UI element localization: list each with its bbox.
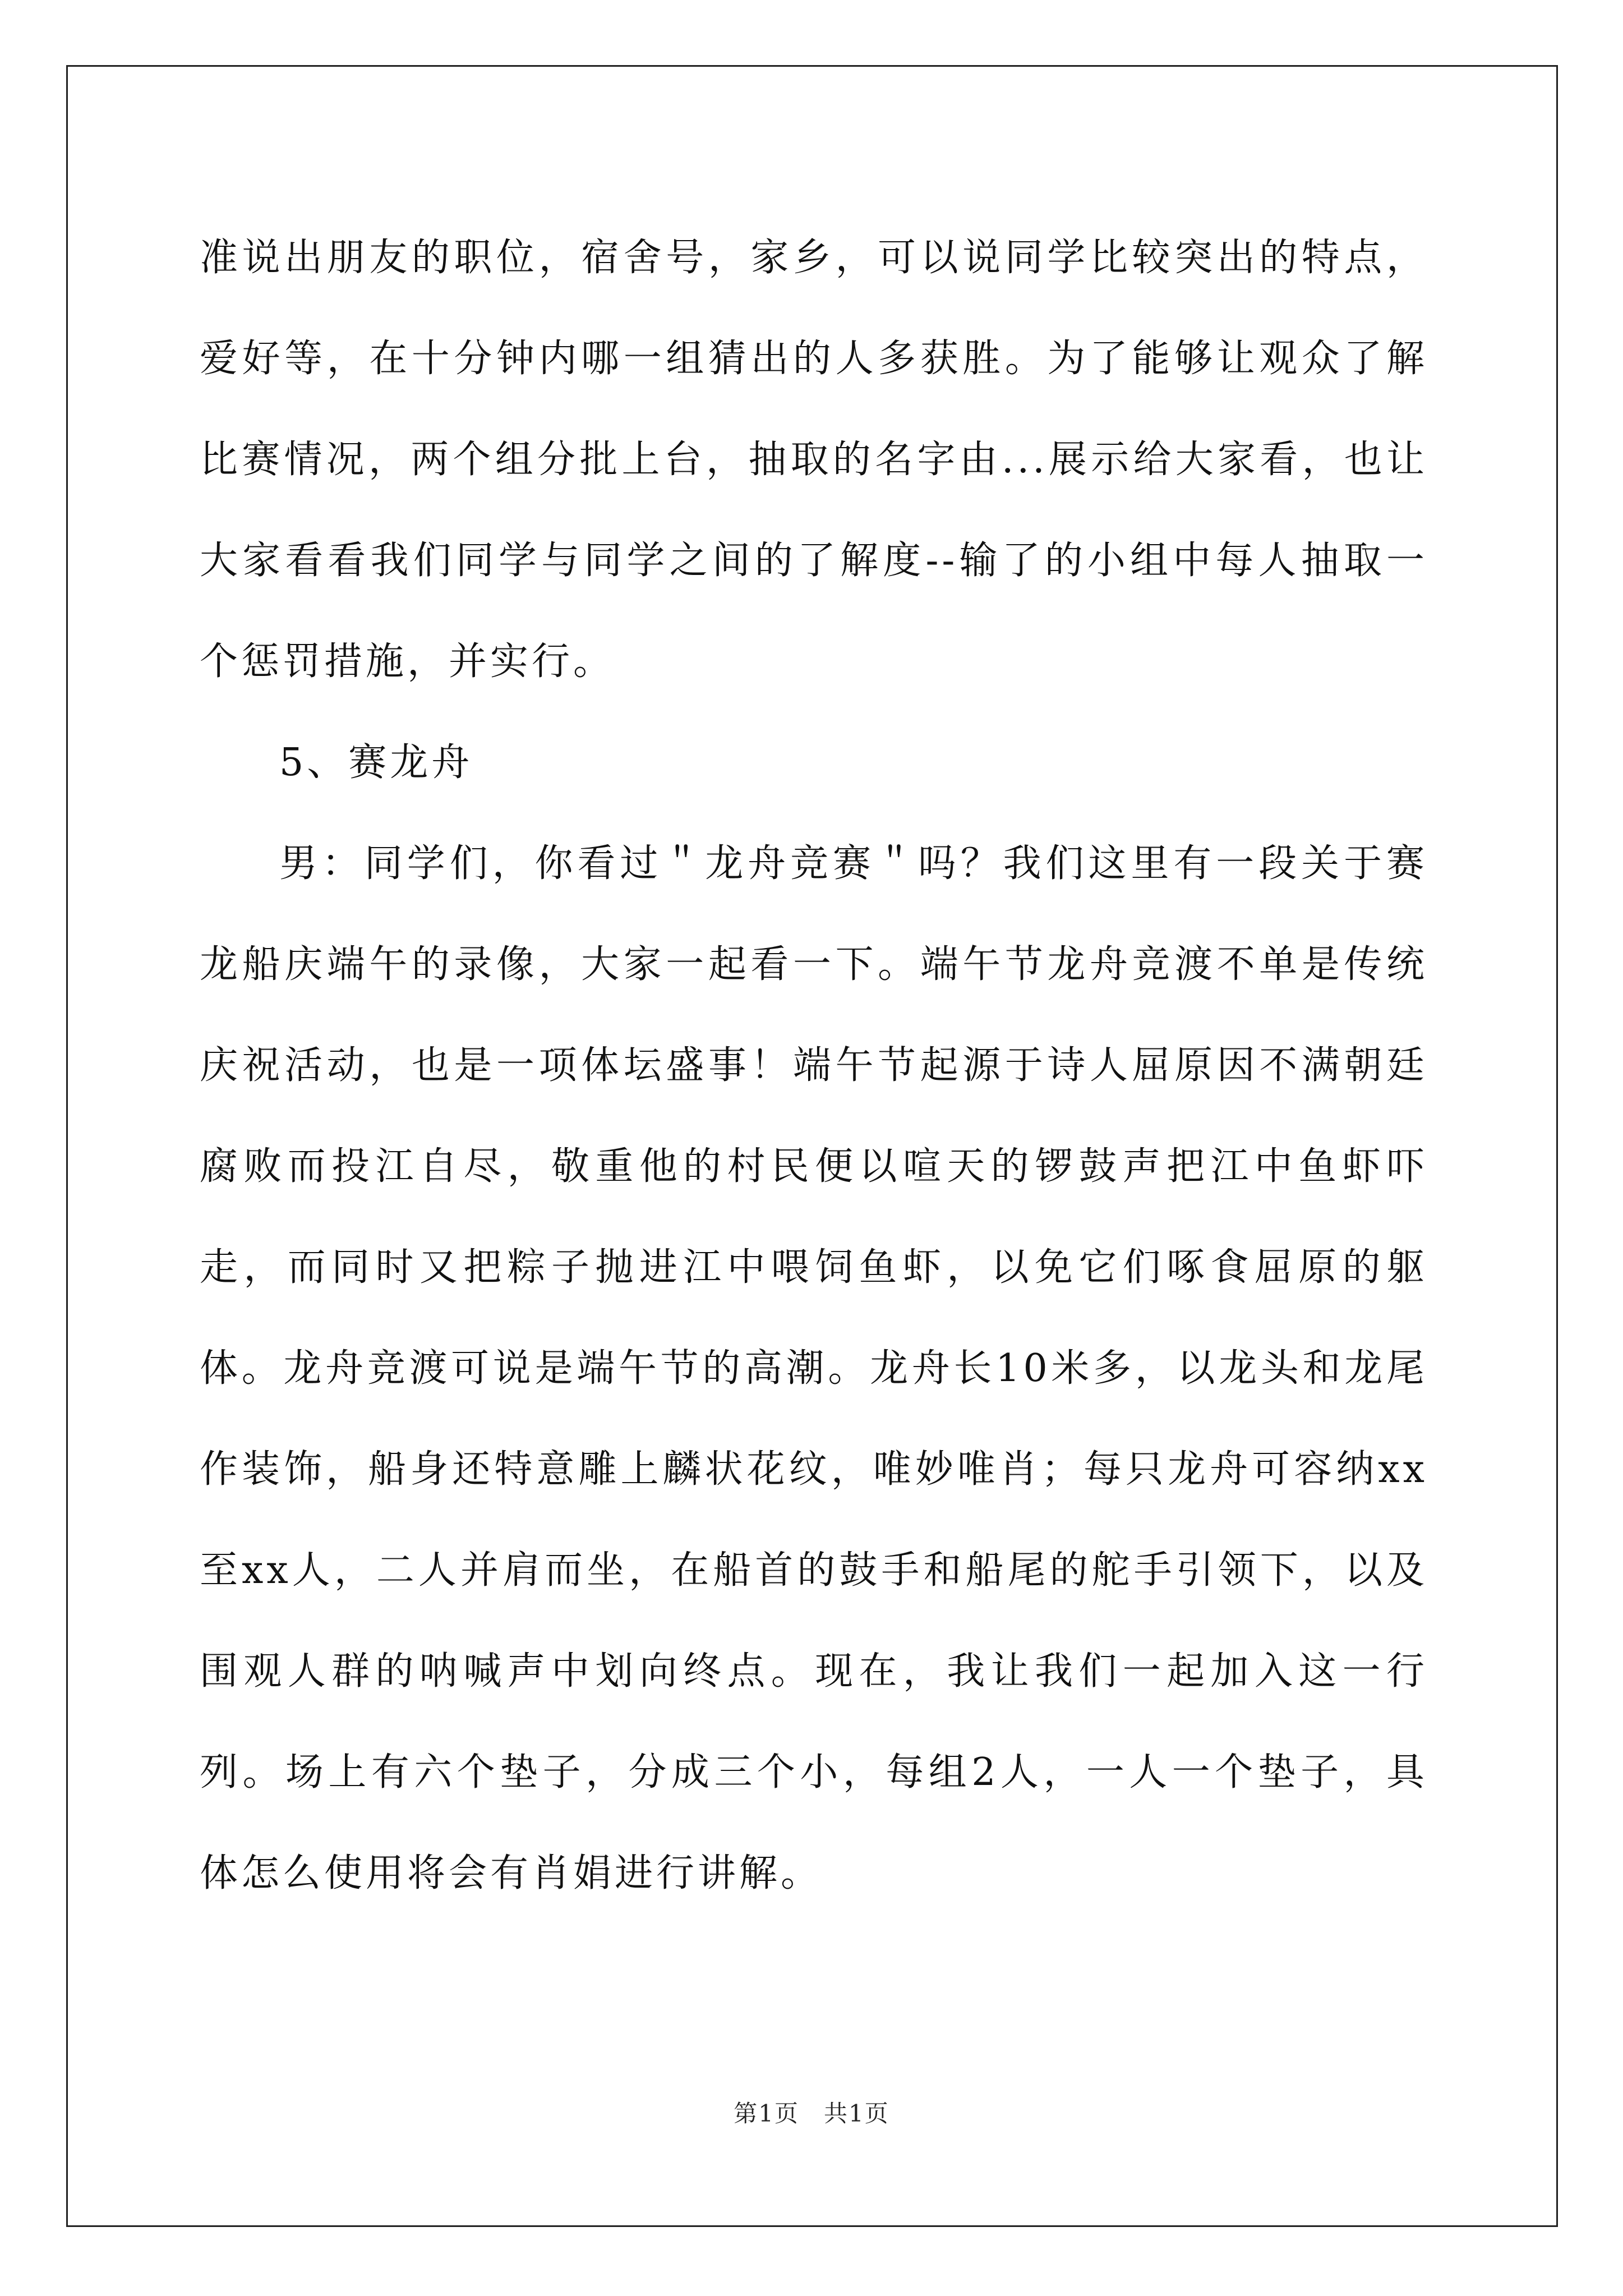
section-heading-dragon-boat: 5、赛龙舟 xyxy=(279,740,473,785)
paragraph-dragon-boat-intro: 男：同学们，你看过＂龙舟竞赛＂吗？我们这里有一段关于赛龙船庆端午的录像，大家一起看一下。端午节龙舟竞渡不单是传统庆祝活动，也是一项体坛盛事！端午节起源于诗人屈原因不满朝廷腐败而投江自尽，敬重他的村民便以喧天的锣鼓声把江中鱼虾吓走，而同时又把粽子抛进江中喂饲鱼虾，以免它们啄食屈原的躯体。龙舟竞渡可说是端午节的高潮。龙舟长10米多，以龙头和龙尾作装饰，船身还特意雕上麟状花纹，唯妙唯肖；每只龙舟可容纳xx至xx人，二人并肩而坐，在船首的鼓手和船尾的舵手引领下，以及围观人群的呐喊声中划向终点。现在，我让我们一起加入这一行列。场上有六个垫子，分成三个小，每组2人，一人一个垫子，具体怎么使用将会有肖娟进行讲解。 xyxy=(200,841,1428,1895)
paragraph-game-rules: 准说出朋友的职位，宿舍号，家乡，可以说同学比较突出的特点，爱好等，在十分钟内哪一组猜出的人多获胜。为了能够让观众了解比赛情况，两个组分批上台，抽取的名字由...展示给大家看，也让大家看看我们同学与同学之间的了解度--输了的小组中每人抽取一个惩罚措施，并实行。 xyxy=(200,236,1428,684)
document-body xyxy=(200,208,1428,1924)
page-number-footer: 第1页 共1页 xyxy=(734,2100,889,2127)
